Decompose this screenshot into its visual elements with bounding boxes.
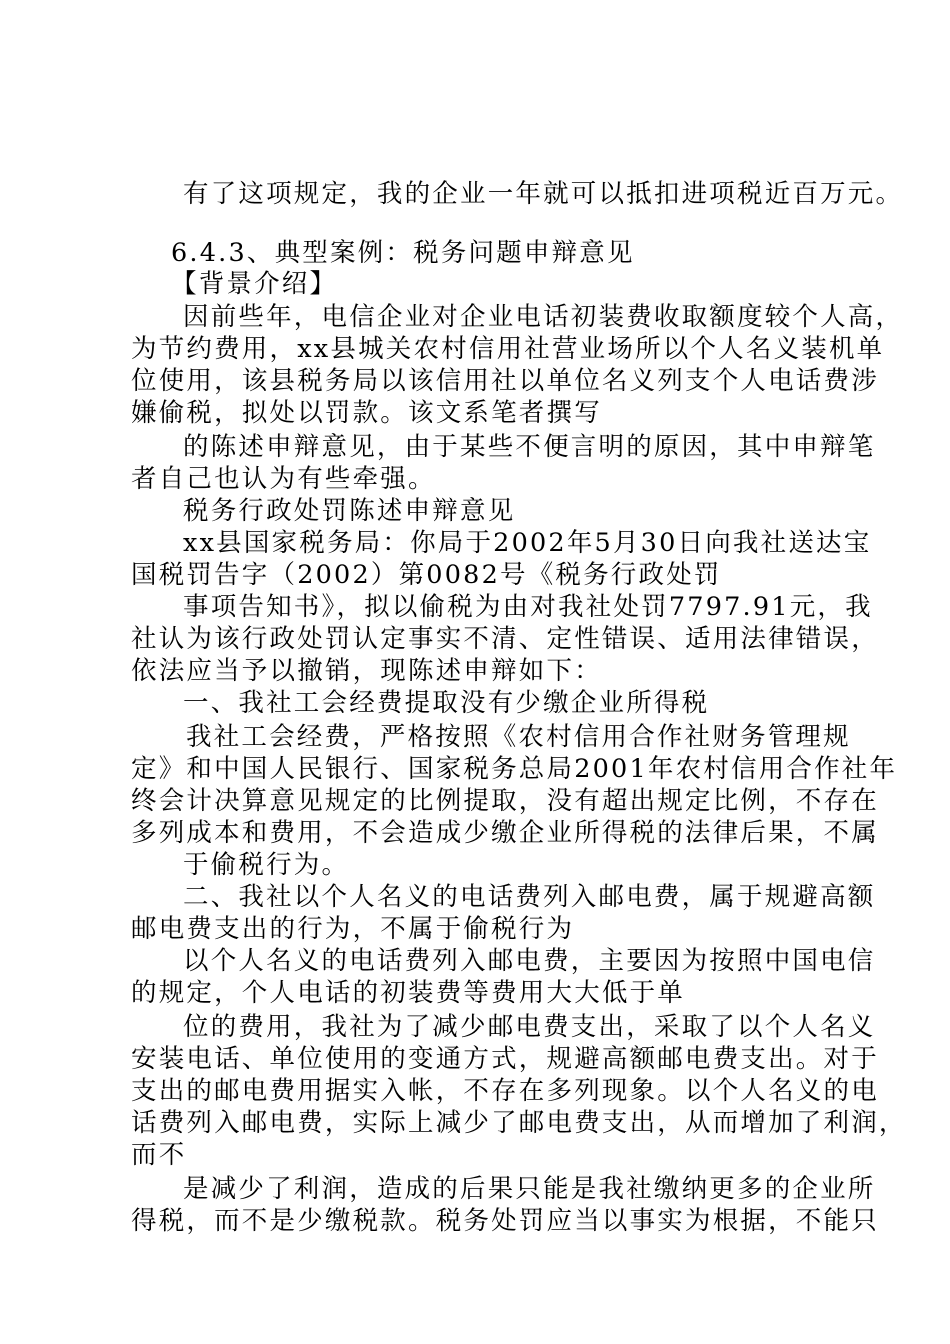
paragraph-line: 以个人名义的电话费列入邮电费，主要因为按照中国电信 bbox=[183, 946, 876, 976]
paragraph-line: 的陈述申辩意见，由于某些不便言明的原因，其中申辩笔 bbox=[183, 432, 876, 462]
paragraph-line: 社认为该行政处罚认定事实不清、定性错误、适用法律错误， bbox=[131, 624, 879, 654]
paragraph-line: 者自己也认为有些牵强。 bbox=[131, 464, 436, 494]
paragraph-line: 多列成本和费用，不会造成少缴企业所得税的法律后果，不属 bbox=[131, 818, 879, 848]
document-title: 税务行政处罚陈述申辩意见 bbox=[183, 496, 516, 526]
paragraph-line: 是减少了利润，造成的后果只能是我社缴纳更多的企业所 bbox=[183, 1174, 876, 1204]
paragraph-line: 国税罚告字（2002）第0082号《税务行政处罚 bbox=[131, 560, 722, 590]
paragraph-line: 为节约费用，xx县城关农村信用社营业场所以个人名义装机单 bbox=[131, 334, 885, 364]
paragraph-line: 的规定，个人电话的初装费等费用大大低于单 bbox=[131, 978, 686, 1008]
paragraph-line: 位使用，该县税务局以该信用社以单位名义列支个人电话费涉 bbox=[131, 366, 879, 396]
paragraph-line: 而不 bbox=[131, 1140, 187, 1170]
paragraph-line: 终会计决算意见规定的比例提取，没有超出规定比例，不存在 bbox=[131, 786, 879, 816]
paragraph-line: 有了这项规定，我的企业一年就可以抵扣进项税近百万元。 bbox=[183, 179, 904, 209]
subheading: 【背景介绍】 bbox=[171, 269, 338, 299]
section-heading: 二、我社以个人名义的电话费列入邮电费，属于规避高额 bbox=[183, 882, 876, 912]
paragraph-line: 嫌偷税，拟处以罚款。该文系笔者撰写 bbox=[131, 398, 602, 428]
paragraph-line: 安装电话、单位使用的变通方式，规避高额邮电费支出。对于 bbox=[131, 1044, 879, 1074]
paragraph-line: 得税，而不是少缴税款。税务处罚应当以事实为根据，不能只 bbox=[131, 1206, 879, 1236]
paragraph-line: 话费列入邮电费，实际上减少了邮电费支出，从而增加了利润， bbox=[131, 1108, 907, 1138]
paragraph-line: 定》和中国人民银行、国家税务总局2001年农村信用合作社年 bbox=[131, 754, 898, 784]
paragraph-line: 我社工会经费，严格按照《农村信用合作社财务管理规 bbox=[186, 722, 851, 752]
paragraph-line: 于偷税行为。 bbox=[183, 850, 350, 880]
paragraph-line: 支出的邮电费用据实入帐，不存在多列现象。以个人名义的电 bbox=[131, 1076, 879, 1106]
section-heading: 一、我社工会经费提取没有少缴企业所得税 bbox=[183, 688, 710, 718]
paragraph-line: 位的费用，我社为了减少邮电费支出，采取了以个人名义 bbox=[183, 1012, 876, 1042]
paragraph-line: xx县国家税务局：你局于2002年5月30日向我社送达宝 bbox=[183, 528, 872, 558]
section-heading: 邮电费支出的行为，不属于偷税行为 bbox=[131, 914, 575, 944]
paragraph-line: 因前些年，电信企业对企业电话初装费收取额度较个人高， bbox=[183, 302, 904, 332]
paragraph-line: 依法应当予以撤销，现陈述申辩如下： bbox=[131, 656, 602, 686]
paragraph-line: 事项告知书》，拟以偷税为由对我社处罚7797.91元，我 bbox=[183, 592, 873, 622]
section-heading: 6.4.3、典型案例：税务问题申辩意见 bbox=[171, 238, 635, 268]
